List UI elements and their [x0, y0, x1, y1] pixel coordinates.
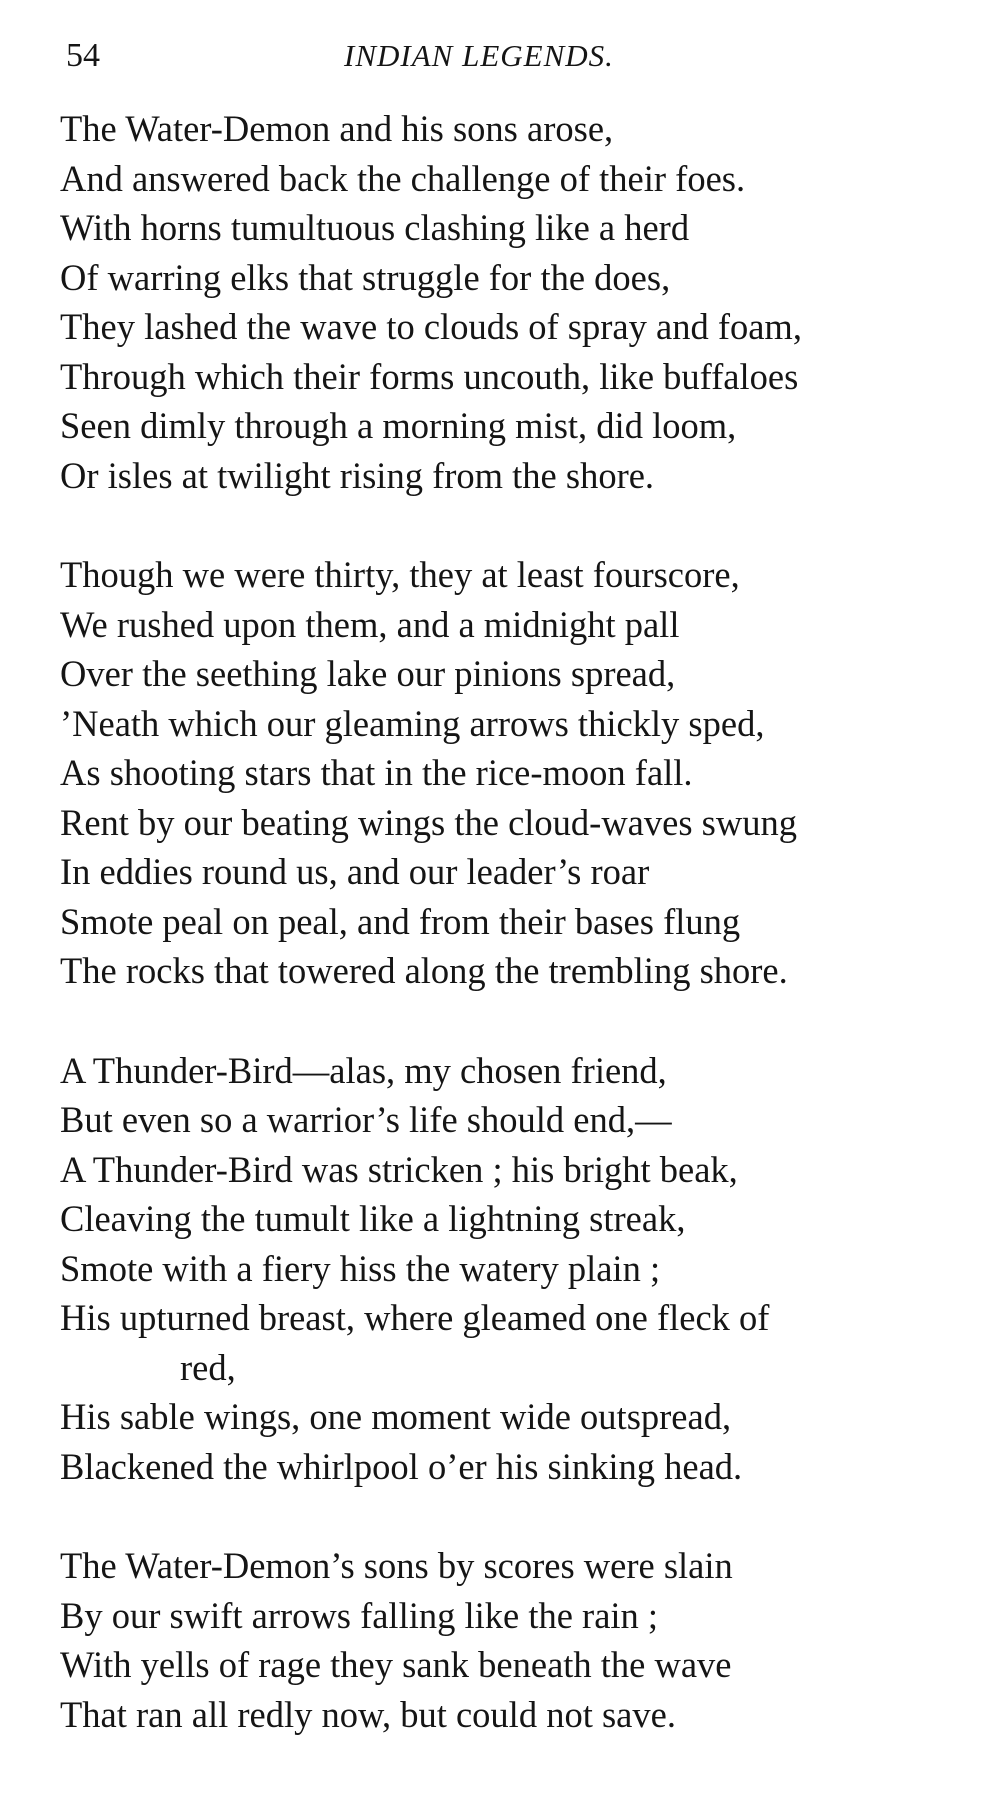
stanza-1	[60, 104, 980, 500]
poem-line: And answered back the challenge of their foes.	[60, 157, 746, 199]
poem-line: We rushed upon them, and a midnight pall	[60, 603, 680, 645]
poem-line: In eddies round us, and our leader’s roar	[60, 851, 650, 892]
poem-line: His upturned breast, where gleamed one fleck of	[60, 1297, 770, 1338]
poem-line: As shooting stars that in the rice-moon fall.	[60, 752, 693, 793]
poem-line: That ran all redly now, but could not save.	[60, 1693, 676, 1735]
poem-line: But even so a warrior’s life should end,—	[60, 1099, 672, 1140]
poem-line: By our swift arrows falling like the rain ;	[60, 1594, 659, 1636]
poem-line: With horns tumultuous clashing like a herd	[60, 207, 690, 248]
poem-line: A Thunder-Bird was stricken ; his bright beak,	[60, 1148, 738, 1190]
stanza-3	[60, 1046, 980, 1492]
poem-line: Through which their forms uncouth, like buffaloes	[60, 355, 799, 397]
poem-line: The Water-Demon’s sons by scores were slain	[60, 1545, 733, 1586]
stanza-2	[60, 550, 980, 996]
poem-line: ’Neath which our gleaming arrows thickly sped,	[60, 702, 765, 744]
poem-line: Though we were thirty, they at least fourscore,	[60, 554, 740, 595]
page-number: 54	[66, 37, 100, 74]
poem-line: Smote with a fiery hiss the watery plain ;	[60, 1247, 661, 1289]
poem-line: The Water-Demon and his sons arose,	[60, 108, 614, 149]
poem-line: Rent by our beating wings the cloud-waves swung	[60, 801, 797, 843]
poem-line: Blackened the whirlpool o’er his sinking head.	[60, 1445, 743, 1487]
poem-line: Seen dimly through a morning mist, did loom,	[60, 405, 737, 446]
poem-line: His sable wings, one moment wide outspread,	[60, 1396, 732, 1437]
poem-line: They lashed the wave to clouds of spray and foam,	[60, 306, 802, 347]
poem-line: Cleaving the tumult like a lightning streak,	[60, 1198, 686, 1239]
poem-line: The rocks that towered along the trembling shore.	[60, 950, 788, 991]
poem-body	[60, 104, 980, 1789]
page-header	[66, 30, 696, 82]
poem-line: Over the seething lake our pinions spread,	[60, 653, 676, 694]
poem-line: Or isles at twilight rising from the shore.	[60, 454, 655, 496]
stanza-4	[60, 1541, 980, 1739]
poem-line: With yells of rage they sank beneath the wave	[60, 1644, 732, 1685]
poem-line: A Thunder-Bird—alas, my chosen friend,	[60, 1049, 667, 1091]
poem-line: Smote peal on peal, and from their bases flung	[60, 900, 741, 942]
poem-line: Of warring elks that struggle for the does,	[60, 256, 671, 298]
running-head: INDIAN LEGENDS.	[344, 38, 614, 73]
poem-line-turnover: red,	[180, 1346, 236, 1388]
